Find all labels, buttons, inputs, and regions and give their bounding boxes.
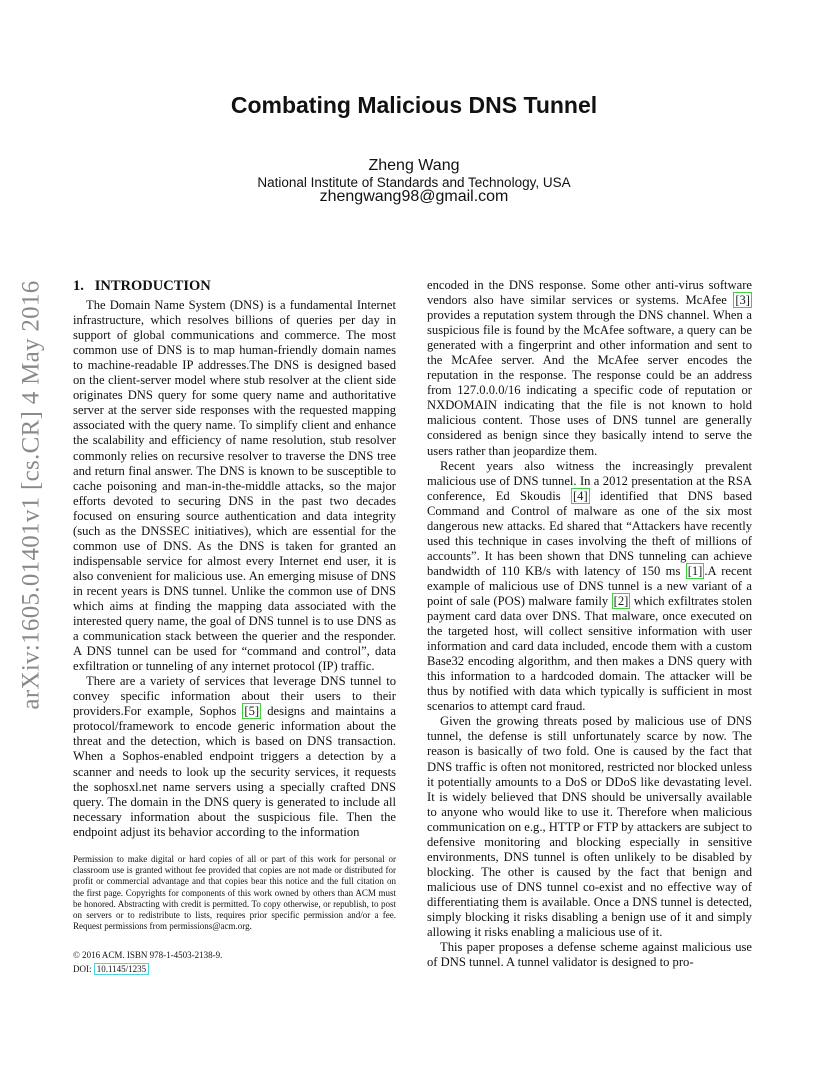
doi-label: DOI: [73,964,94,974]
right-column [427,278,752,970]
author-affiliation: National Institute of Standards and Technology, USA [257,175,571,190]
section-title: INTRODUCTION [94,278,211,294]
citation-link[interactable]: [4] [572,488,588,503]
section-heading [73,279,396,294]
intro-paragraph-6: This paper proposes a defense scheme against malicious use of DNS tunnel. A tunnel validator is designed to pro- [427,940,752,970]
paper-title: Combating Malicious DNS Tunnel [230,92,598,118]
copyright-line: © 2016 ACM. ISBN 978-1-4503-2138-9. [73,950,223,960]
citation-link[interactable]: [5] [244,704,260,719]
doi-line [73,964,149,974]
arxiv-identifier-stamp [12,255,52,735]
citation-link[interactable]: [3] [735,293,750,308]
intro-paragraph-3: encoded in the DNS response. Some other anti-virus software vendors also have similar services or systems. McAfee [3] provides a reputation system through the DNS channel. When a suspicious file is found by the McAfee software, a query can be generated with a fingerprint and other information and sent to the McAfee server. And the McAfee server encodes the reputation in the response. The response could be an address from 127.0.0.0/16 indicating a specific code of reputation or NXDOMAIN indicating that the file is not known to hold malicious content. Those uses of DNS tunnel are generally considered as benign since they basically intend to serve the users rather than jeopardize them. [427,278,752,458]
intro-paragraph-1: The Domain Name System (DNS) is a fundamental Internet infrastructure, which resolves billions of queries per day in support of global communications and commerce. The most common use of DNS is to map human-friendly domain names to machine-readable IP addresses.The DNS is designed based on the client-server model where stub resolver at the client side originates DNS query for some query name and authoritative server at the server side responses with the requested mapping associated with the query name. To simplify client and enhance the scalability and efficiency of name resolution, stub resolver commonly relies on recursive resolver to traverse the DNS tree and return final answer. The DNS is known to be susceptible to cache poisoning and man-in-the-middle attacks, so the major efforts devoted to securing DNS in the past two decades focused on ensuring source authentication and data integrity (such as the DNSSEC initiatives), which are essential for the common use of DNS. As the DNS is taken for granted an indispensable service for almost every Internet end user, it is also convenient for malicious use. An emerging misuse of DNS in recent years is DNS tunnel. Unlike the common use of DNS which aims at finding the mapping data associated with the interested query name, the goal of DNS tunnel is to use DNS as a communication stack between the querier and the responder. A DNS tunnel can be used for “command and control”, data exfiltration or tunneling of any internet protocol (IP) traffic. [73,298,396,674]
permission-notice: Permission to make digital or hard copies of all or part of this work for personal or classroom use is granted without fee provided that copies are not made or distributed for profit or commercial advantage and that copies bear this notice and the full citation on the first page. Copyrights for components of this work owned by others than ACM must be honored. Abstracting with credit is permitted. To copy otherwise, or republish, to post on servers or to redistribute to lists, requires prior specific permission and/or a fee. Request permissions from permissions@acm.org. [73,854,396,932]
intro-paragraph-2: There are a variety of services that leverage DNS tunnel to convey specific information about their users to their providers.For example, Sophos [5] designs and maintains a protocol/framework to encode generic information about the threat and the detection, which is based on DNS transaction. When a Sophos-enabled endpoint triggers a detection by a scanner and needs to look up the security services, it requests the sophosxl.net name servers using a specially crafted DNS query. The domain in the DNS query is generated to include all necessary information about the suspicious file. Then the endpoint adjust its behavior according to the information [73,674,396,839]
author-name: Zheng Wang [368,157,460,174]
doi-link[interactable]: 10.1145/1235 [94,963,149,975]
section-number: 1. [73,278,84,294]
intro-paragraph-5: Given the growing threats posed by malicious use of DNS tunnel, the defense is still unfortunately scarce by now. The reason is basically of two fold. One is caused by the fact that DNS traffic is often not monitored, restricted nor blocked unless it potentially amounts to a DoS or DDoS like devastating level. It is widely believed that DNS should be universally available to anyone who would like to use it. Therefore when malicious communication on e.g., HTTP or FTP by attackers are subject to defensive monitoring and blocking especially in sensitive environments, DNS tunnel is often unlikely to be disabled by blocking. The other is caused by the fact that benign and malicious use of DNS tunnel co-exist and no effective way of differentiating them is available. Once a DNS tunnel is detected, simply blocking it risks disabling a benign use of it and simply allowing it risks enabling a malicious use of it. [427,714,752,940]
citation-link[interactable]: [1] [687,563,703,578]
left-column [73,279,396,840]
intro-paragraph-4: Recent years also witness the increasingly prevalent malicious use of DNS tunnel. In a 2012 presentation at the RSA conference, Ed Skoudis [4] identified that DNS based Command and Control of malware as one of the six most dangerous new attacks. Ed shared that “Attackers have recently used this technique in cases involving the theft of millions of accounts”. It has been shown that DNS tunneling can achieve bandwidth of 110 KB/s with latency of 150 ms [1] .A recent example of malicious use of DNS tunnel is a new variant of a point of sale (POS) malware family [2] which exfiltrates stolen payment card data over DNS. That malware, once executed on the targeted host, will collect sensitive information with user information and card data included, encode them with a custom Base32 encoding algorithm, and then makes a DNS query with this information to a hardcoded domain. The attacker will be thus by notified with data which typically is sufficient in most scenarios to attempt card fraud. [427,458,753,714]
author-email: zhengwang98@gmail.com [319,188,509,205]
arxiv-identifier-text: arXiv:1605.01401v1 [cs.CR] 4 May 2016 [18,280,45,710]
citation-link[interactable]: [2] [613,593,629,608]
